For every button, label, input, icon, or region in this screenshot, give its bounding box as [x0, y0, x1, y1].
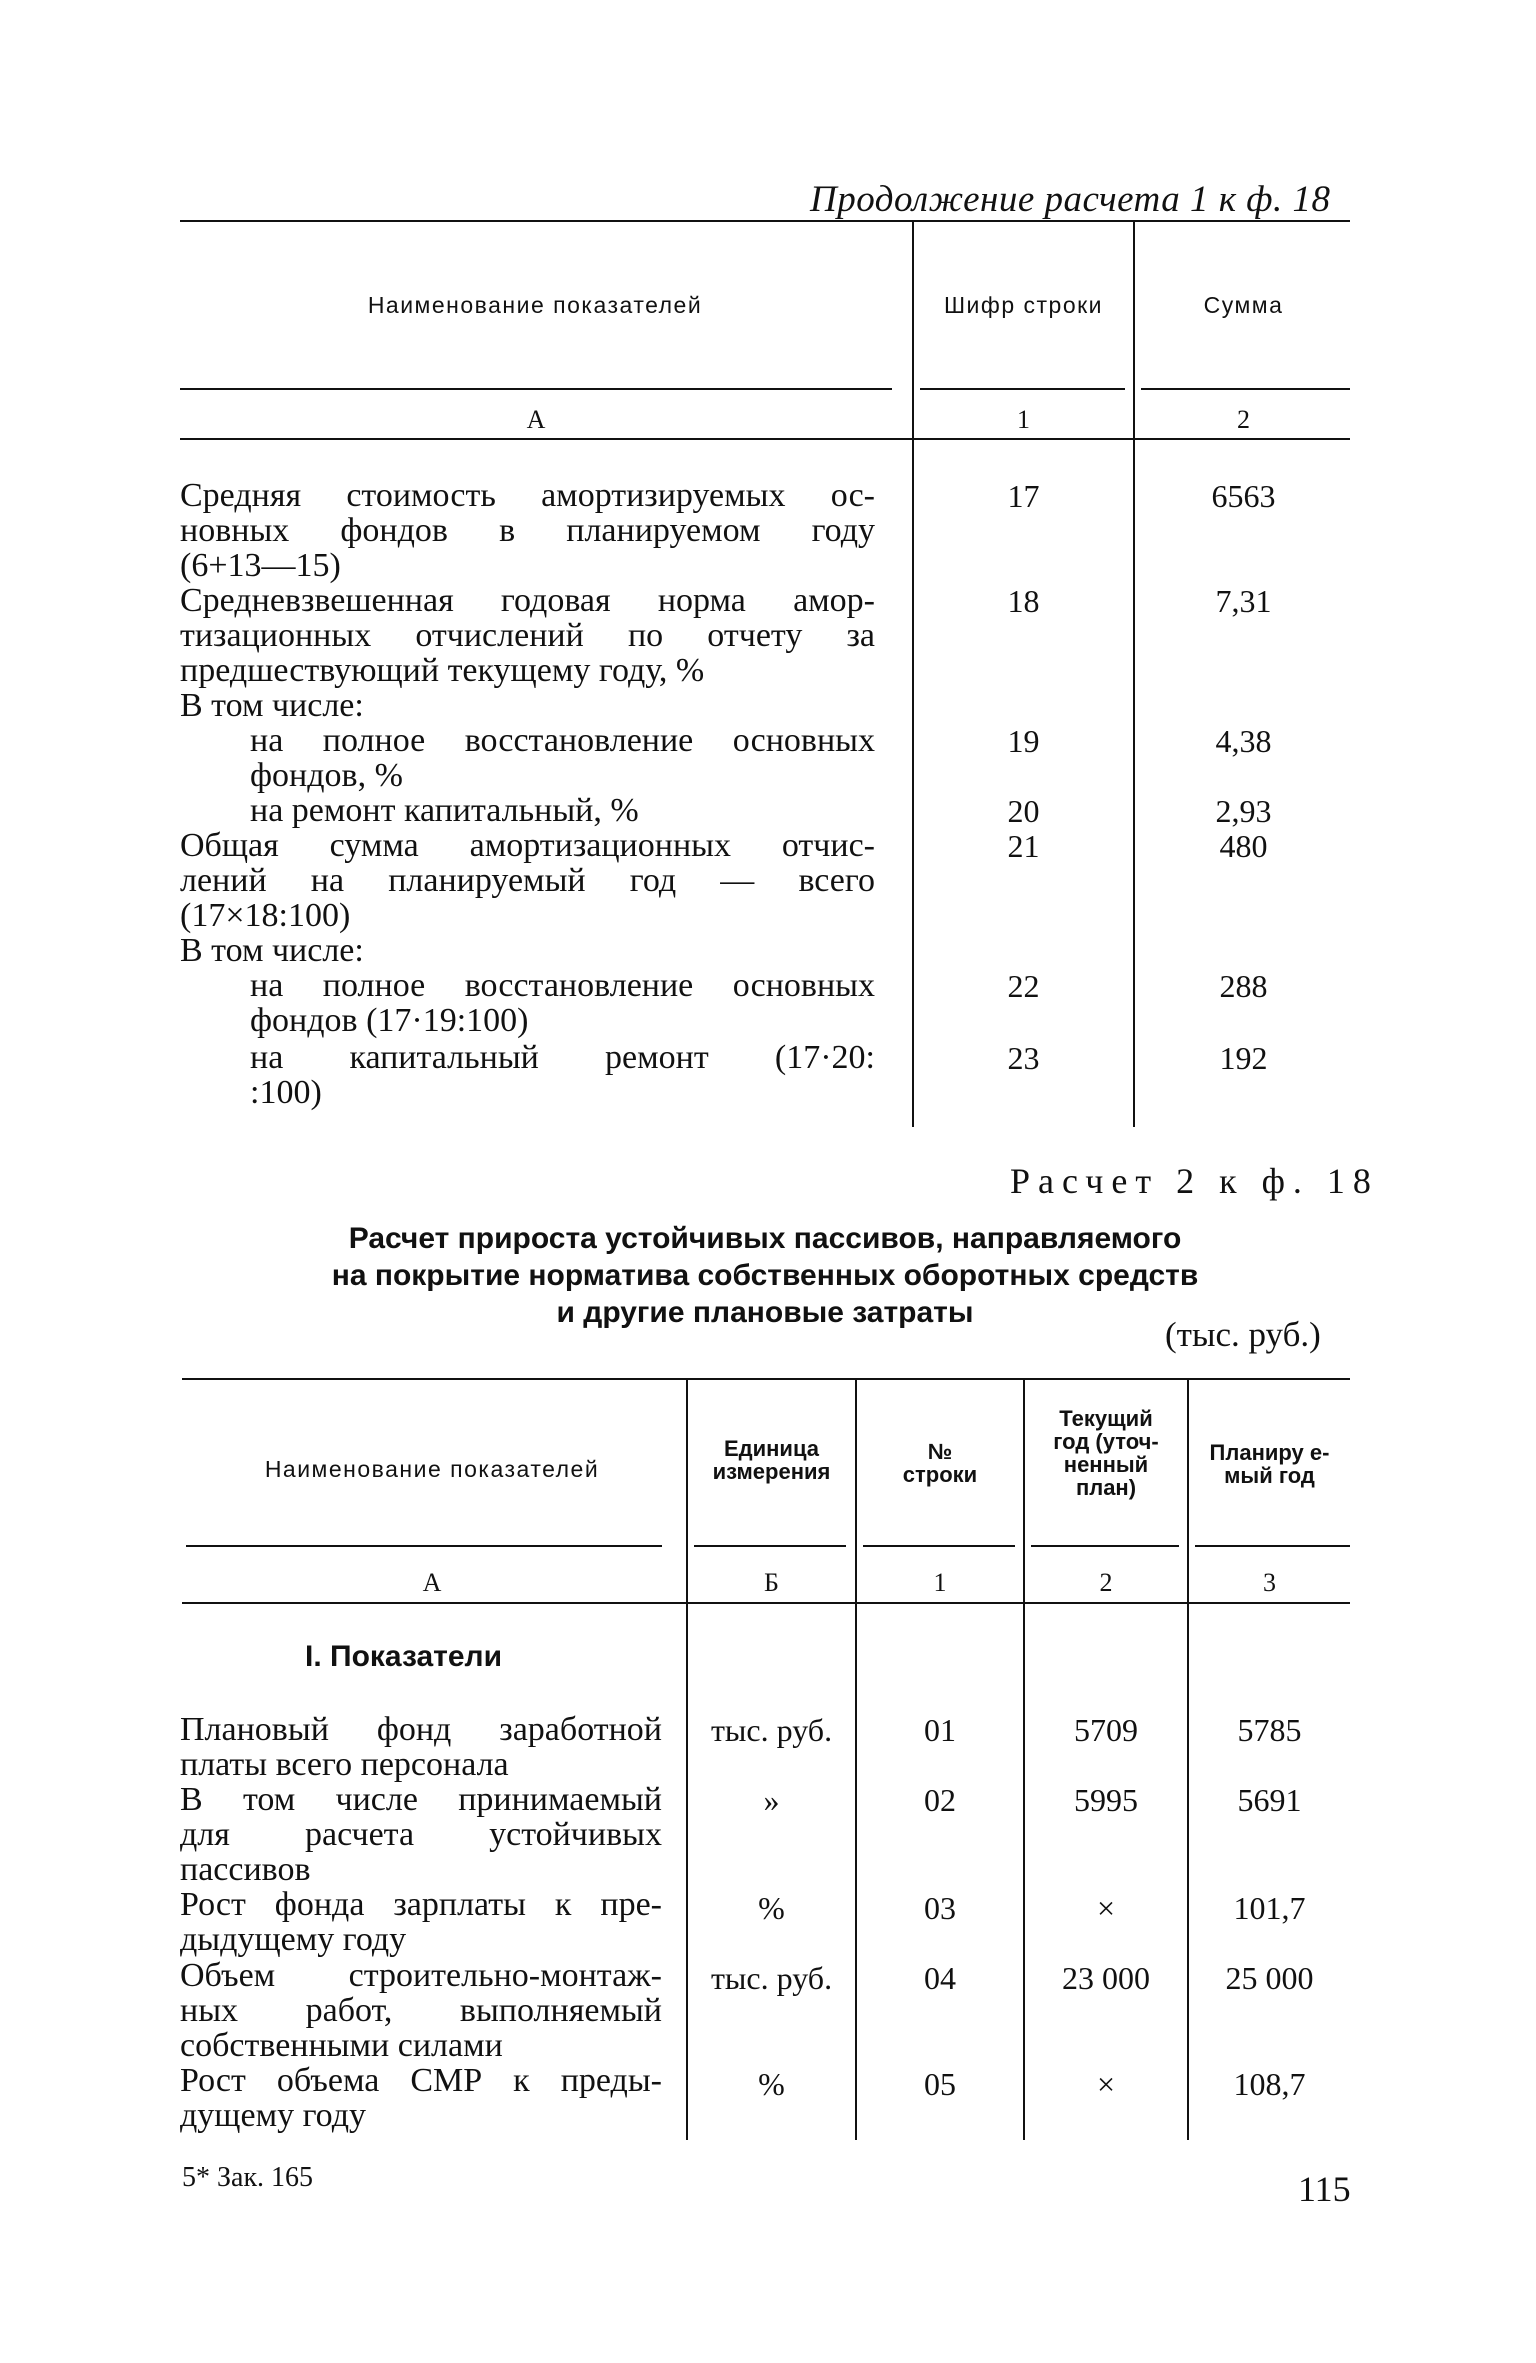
table2-planned-01: 5785 — [1237, 1712, 1302, 1748]
header-line: Текущий — [1059, 1406, 1153, 1431]
row-text-line: Рост фонда зарплаты к пре- — [180, 1886, 662, 1923]
table1-row-17 — [180, 478, 875, 583]
table2-no-05: 05 — [924, 2066, 956, 2102]
row-text-line: В том числе: — [180, 932, 364, 969]
table2-col-divider-2 — [855, 1380, 857, 2140]
calc2-title-line: на покрытие норматива собственных оборотных средств — [331, 1259, 1199, 1292]
row-text-line: новных фондов в планируемом году — [180, 512, 875, 549]
table1-row-20 — [250, 793, 875, 828]
table1-value-20: 2,93 — [1215, 793, 1272, 829]
table1-colnum-a: А — [526, 405, 546, 434]
table2-unit-03: % — [758, 1890, 785, 1926]
table2-row-05 — [180, 2063, 662, 2133]
table2-section-title: I. Показатели — [305, 1640, 503, 1673]
header-line: Единица — [723, 1436, 819, 1461]
header-line: измерения — [712, 1459, 831, 1484]
table1-row-subtitle-1 — [180, 688, 875, 723]
header-line: план) — [1075, 1475, 1137, 1500]
table2-colnum-3: 3 — [1263, 1568, 1276, 1597]
row-text-line: платы всего персонала — [180, 1746, 509, 1783]
table1-row-21 — [180, 828, 875, 933]
table1-colnum-1: 1 — [1017, 405, 1030, 434]
row-text-line: Объем строительно-монтаж- — [180, 1957, 662, 1994]
row-text-line: (6+13—15) — [180, 547, 341, 584]
table2-current-04: 23 000 — [1062, 1960, 1150, 1996]
header-line: строки — [902, 1462, 978, 1487]
table2-unit-01: тыс. руб. — [710, 1712, 833, 1748]
table1-header-rule-c — [1141, 388, 1350, 390]
table2-header-rule-d — [1031, 1545, 1179, 1547]
table1-value-21: 480 — [1219, 828, 1268, 864]
table1-top-rule — [180, 220, 1350, 222]
table1-colnum-2: 2 — [1237, 405, 1250, 434]
header-line: ненный — [1063, 1452, 1149, 1477]
table2-planned-02: 5691 — [1237, 1782, 1302, 1818]
table1-col-divider-2 — [1133, 222, 1135, 1127]
table2-planned-03: 101,7 — [1233, 1890, 1306, 1926]
running-header: Продолжение расчета 1 к ф. 18 — [810, 179, 1331, 220]
table2-colnum-2: 2 — [1099, 1568, 1113, 1597]
table2-no-02: 02 — [924, 1782, 956, 1818]
row-text-line: В том числе принимаемый — [180, 1781, 662, 1818]
table2-planned-04: 25 000 — [1225, 1960, 1314, 1996]
table2-unit-04: тыс. руб. — [710, 1960, 833, 1996]
table2-header-row-no — [857, 1440, 1023, 1486]
table1-value-17: 6563 — [1211, 478, 1276, 514]
table2-current-01: 5709 — [1074, 1712, 1138, 1748]
table1-code-23: 23 — [1007, 1040, 1040, 1076]
row-text-line: Плановый фонд заработной — [180, 1711, 662, 1748]
calc2-units: (тыс. руб.) — [1165, 1315, 1321, 1354]
row-text-line: Рост объема СМР к преды- — [180, 2062, 662, 2099]
table1-row-18 — [180, 583, 875, 688]
table2-unit-02: » — [763, 1782, 780, 1818]
row-text-line: В том числе: — [180, 687, 364, 724]
table2-current-03: × — [1096, 1890, 1116, 1926]
table1-col-divider-1 — [912, 222, 914, 1127]
row-text-line: (17×18:100) — [180, 897, 351, 934]
table1-code-22: 22 — [1007, 968, 1040, 1004]
row-text-line: :100) — [250, 1074, 322, 1111]
header-line: год (уточ- — [1053, 1429, 1159, 1454]
row-text-line: на капитальный ремонт (17·20: — [250, 1039, 875, 1076]
table2-header-rule-a — [186, 1545, 662, 1547]
table2-colnum-b: Б — [764, 1568, 779, 1597]
row-text-line: на полное восстановление основных — [250, 722, 875, 759]
table2-colnum-rule — [182, 1602, 1350, 1604]
row-text-line: фондов (17·19:100) — [250, 1002, 529, 1039]
table2-unit-05: % — [758, 2066, 785, 2102]
table1-header-code: Шифр строки — [943, 292, 1104, 318]
header-line: мый год — [1224, 1463, 1315, 1488]
table1-row-subtitle-2 — [180, 933, 875, 968]
table1-colnum-rule — [180, 438, 1350, 440]
printer-signature: 5* Зак. 165 — [182, 2162, 314, 2193]
calc2-title-line: и другие плановые затраты — [556, 1296, 974, 1329]
table1-code-21: 21 — [1007, 828, 1040, 864]
row-text-line: дыдущему году — [180, 1921, 407, 1958]
table2-row-01 — [180, 1712, 662, 1782]
table1-row-23 — [250, 1040, 875, 1110]
table2-col-divider-1 — [686, 1380, 688, 2140]
row-text-line: фондов, % — [250, 757, 403, 794]
row-text-line: тизационных отчислений по отчету за — [180, 617, 875, 654]
row-text-line: на полное восстановление основных — [250, 967, 875, 1004]
header-line: № — [927, 1439, 953, 1464]
table1-code-17: 17 — [1007, 478, 1040, 514]
table2-no-01: 01 — [924, 1712, 956, 1748]
table2-header-planned — [1189, 1441, 1350, 1487]
table1-code-19: 19 — [1007, 723, 1040, 759]
table1-value-23: 192 — [1219, 1040, 1268, 1076]
table2-header-current — [1025, 1407, 1187, 1499]
table1-header-sum: Сумма — [1203, 292, 1284, 318]
table2-row-03 — [180, 1887, 662, 1957]
table2-current-05: × — [1096, 2066, 1116, 2102]
row-text-line: предшествующий текущему году, % — [180, 652, 705, 689]
row-text-line: Средняя стоимость амортизируемых ос- — [180, 477, 875, 514]
table1-code-20: 20 — [1007, 793, 1040, 829]
row-text-line: дущему году — [180, 2097, 367, 2134]
table2-planned-05: 108,7 — [1233, 2066, 1306, 2102]
table1-value-19: 4,38 — [1215, 723, 1272, 759]
table2-colnum-1: 1 — [933, 1568, 947, 1597]
table2-header-rule-e — [1195, 1545, 1350, 1547]
table2-colnum-a: А — [422, 1568, 442, 1597]
row-text-line: пассивов — [180, 1851, 311, 1888]
table2-header-unit — [688, 1437, 855, 1483]
table2-top-rule — [182, 1378, 1350, 1380]
row-text-line: собственными силами — [180, 2027, 503, 2064]
row-text-line: для расчета устойчивых — [180, 1816, 662, 1853]
table1-code-18: 18 — [1007, 583, 1040, 619]
row-text-line: на ремонт капитальный, % — [250, 792, 639, 829]
table2-row-02 — [180, 1782, 662, 1887]
table2-row-04 — [180, 1958, 662, 2063]
table2-header-name: Наименование показателей — [264, 1456, 600, 1482]
table2-current-02: 5995 — [1074, 1782, 1138, 1818]
calc2-label: Расчет 2 к ф. 18 — [1010, 1161, 1379, 1201]
table2-header-rule-b — [694, 1545, 846, 1547]
row-text-line: Общая сумма амортизационных отчис- — [180, 827, 875, 864]
table2-no-03: 03 — [924, 1890, 956, 1926]
header-line: Планиру е- — [1209, 1440, 1330, 1465]
table1-header-rule-b — [920, 388, 1125, 390]
table2-col-divider-4 — [1187, 1380, 1189, 2140]
row-text-line: ных работ, выполняемый — [180, 1992, 662, 2029]
row-text-line: Средневзвешенная годовая норма амор- — [180, 582, 875, 619]
calc2-title-line: Расчет прироста устойчивых пассивов, направляемого — [348, 1222, 1182, 1255]
table1-value-22: 288 — [1219, 968, 1268, 1004]
table1-row-19 — [250, 723, 875, 793]
table2-no-04: 04 — [924, 1960, 956, 1996]
page-number: 115 — [1298, 2169, 1351, 2209]
table1-value-18: 7,31 — [1215, 583, 1272, 619]
table1-row-22 — [250, 968, 875, 1038]
table2-header-rule-c — [863, 1545, 1015, 1547]
table1-header-rule-a — [180, 388, 892, 390]
row-text-line: лений на планируемый год — всего — [180, 862, 875, 899]
table1-header-name: Наименование показателей — [367, 292, 703, 318]
